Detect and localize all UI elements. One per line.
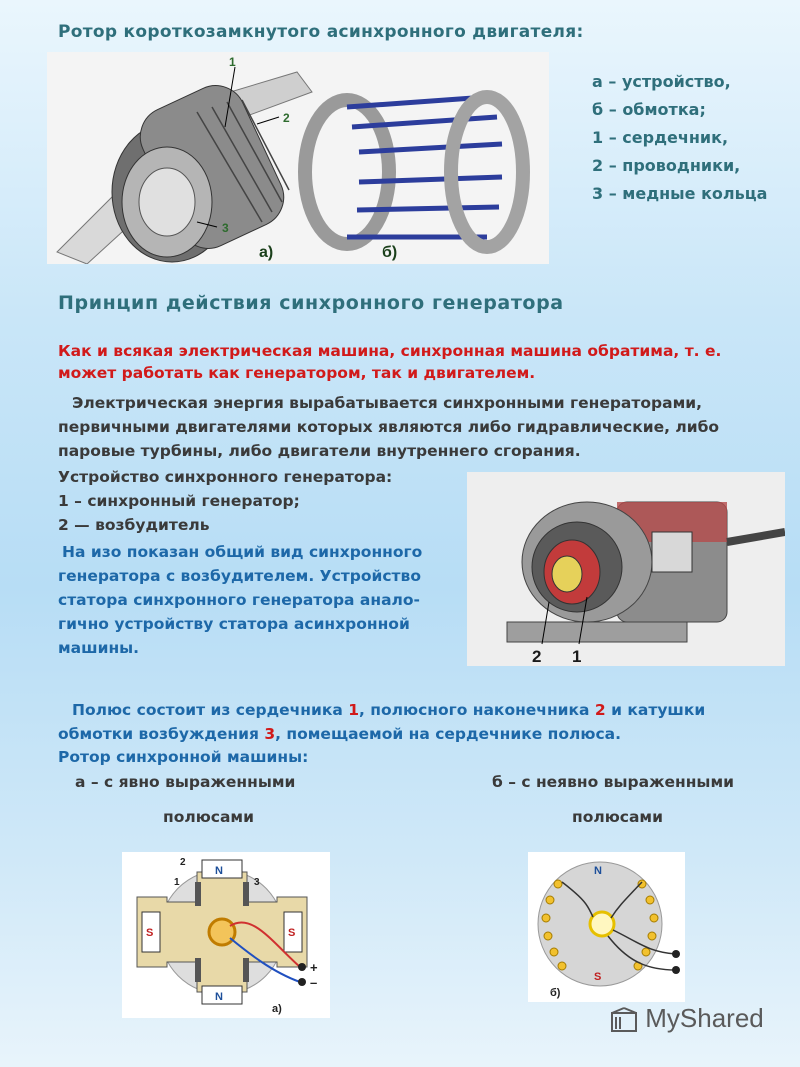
device-item: 1 – синхронный генератор; — [58, 492, 300, 510]
diagram-a-N-top: N — [215, 865, 223, 877]
diagram-a-plus: + — [310, 960, 318, 975]
watermark-logo-icon — [610, 1007, 638, 1033]
figure1-caption-b: б) — [382, 244, 398, 261]
pole-text: , полюсного наконечника — [359, 701, 595, 719]
pole-number: 3 — [264, 725, 276, 743]
diagram-b-N: N — [594, 865, 602, 877]
diagram-a-S-left: S — [146, 927, 154, 939]
rotor-b-label: б – с неявно выраженными — [492, 773, 734, 791]
diagram-b-caption: б) — [550, 987, 561, 999]
rotor-title: Ротор синхронной машины: — [58, 748, 309, 766]
diagram-b-S: S — [594, 971, 602, 983]
generator-illustration — [467, 472, 785, 666]
section-title: Принцип действия синхронного генератора — [58, 292, 564, 314]
legend-item: а – устройство, — [592, 72, 731, 91]
salient-pole-svg — [122, 852, 330, 1018]
pole-text: Полюс состоит из сердечника — [72, 701, 349, 719]
diagram-a-S-right: S — [288, 927, 296, 939]
pole-paragraph — [58, 698, 778, 746]
figure1-label-2: 2 — [283, 111, 290, 125]
device-block — [58, 465, 392, 537]
figure1-caption-a: а) — [259, 244, 274, 261]
non-salient-pole-diagram — [528, 852, 685, 1002]
generator-figure — [467, 472, 785, 666]
figure1-legend — [592, 68, 767, 208]
pole-number: 2 — [594, 701, 606, 719]
non-salient-pole-svg — [528, 852, 685, 1002]
rotor-a-label: а – с явно выраженными — [75, 773, 296, 791]
watermark — [610, 1003, 764, 1034]
rotor-illustration — [47, 52, 549, 264]
figure1-label-1: 1 — [229, 55, 236, 69]
legend-item: 2 – проводники, — [592, 156, 741, 175]
rotor-figure — [47, 52, 549, 264]
watermark-text: MyShared — [645, 1003, 764, 1033]
gray-paragraph: Электрическая энергия вырабатывается синхронными генераторами, первичными двигателями которых являются либо гидравлические, либо паровые турбины, либо двигатели внутреннего сгорания. — [58, 394, 720, 460]
device-item: 2 — возбудитель — [58, 516, 210, 534]
pole-text: , помещаемой на сердечнике полюса. — [275, 725, 621, 743]
pole-number: 1 — [348, 701, 359, 719]
diagram-a-label-1: 1 — [174, 877, 180, 888]
legend-item: 1 – сердечник, — [592, 128, 729, 147]
figure1-label-3: 3 — [222, 221, 229, 235]
diagram-a-label-2: 2 — [180, 857, 186, 868]
diagram-a-caption: а) — [272, 1003, 282, 1015]
diagram-a-minus: – — [310, 975, 318, 990]
diagram-a-N-bottom: N — [215, 991, 223, 1003]
red-paragraph: Как и всякая электрическая машина, синхронная машина обратима, т. е. может работать как генератором, так и двигателем. — [58, 342, 722, 382]
legend-item: 3 – медные кольца — [592, 184, 768, 203]
rotor-b-poles: полюсами — [572, 808, 663, 826]
generator-label-1: 1 — [572, 647, 582, 666]
device-title: Устройство синхронного генератора: — [58, 468, 393, 486]
legend-item: б – обмотка; — [592, 100, 706, 119]
rotor-a-poles: полюсами — [163, 808, 254, 826]
pole-text: и катушки обмотки возбуждения — [58, 701, 706, 743]
slide-title: Ротор короткозамкнутого асинхронного двигателя: — [58, 22, 584, 42]
generator-label-2: 2 — [532, 647, 542, 666]
blue-paragraph: На изо показан общий вид синхронного генератора с возбудителем. Устройство статора синхронного генератора анало-гично устройству статора асинхронной машины. — [58, 543, 423, 657]
diagram-a-label-3: 3 — [254, 877, 260, 888]
salient-pole-diagram — [122, 852, 330, 1018]
